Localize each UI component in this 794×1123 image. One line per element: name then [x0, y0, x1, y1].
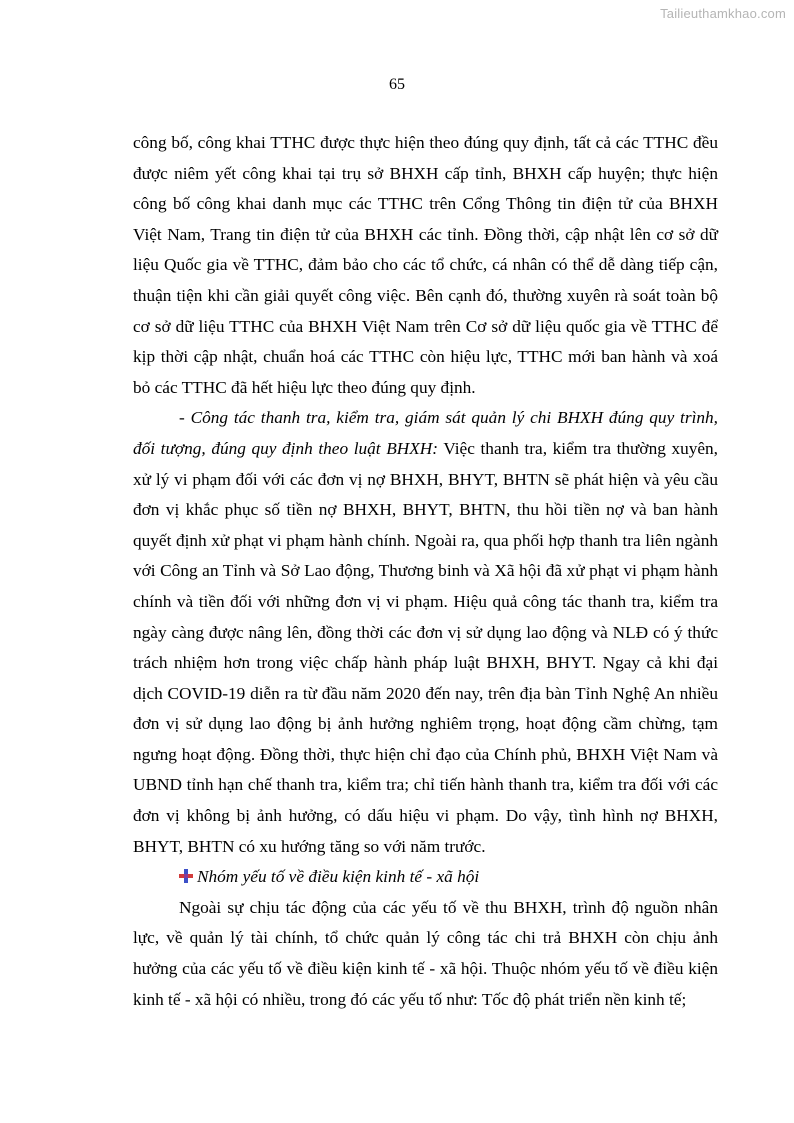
paragraph-2 — [133, 403, 718, 862]
section-heading: Nhóm yếu tố về điều kiện kinh tế - xã hội — [197, 867, 480, 887]
paragraph-2-lead: - Công tác thanh tra, kiểm tra, giám sát quản lý chi BHXH đúng quy trình, đối tượng, đúng quy định theo luật BHXH: — [133, 408, 718, 458]
plus-bullet-icon — [179, 869, 193, 883]
watermark: Tailieuthamkhao.com — [660, 6, 786, 21]
document-body — [133, 128, 718, 1015]
section-heading-line — [133, 862, 718, 893]
paragraph-3: Ngoài sự chịu tác động của các yếu tố về thu BHXH, trình độ nguồn nhân lực, về quản lý tài chính, tổ chức quản lý công tác chi trả BHXH còn chịu ảnh hưởng của các yếu tố về điều kiện kinh tế - xã hội. Thuộc nhóm yếu tố về điều kiện kinh tế - xã hội có nhiều, trong đó các yếu tố như: Tốc độ phát triển nền kinh tế; — [133, 897, 718, 1009]
page-number: 65 — [389, 76, 405, 93]
paragraph-2-body: Việc thanh tra, kiểm tra thường xuyên, xử lý vi phạm đối với các đơn vị nợ BHXH, BHYT, BHTN sẽ phát hiện và yêu cầu đơn vị khắc phục số tiền nợ BHXH, BHYT, BHTN, thu hồi tiền nợ và ban hành quyết định xử phạt vi phạm hành chính. Ngoài ra, qua phối hợp thanh tra liên ngành với Công an Tỉnh và Sở Lao động, Thương binh và Xã hội đã xử phạt vi phạm hành chính và tiền đối với những đơn vị vi phạm. Hiệu quả công tác thanh tra, kiểm tra ngày càng được nâng lên, đồng thời các đơn vị sử dụng lao động và NLĐ có ý thức trách nhiệm hơn trong việc chấp hành pháp luật BHXH, BHYT. Ngay cả khi đại dịch COVID-19 diễn ra từ đầu năm 2020 đến nay, trên địa bàn Tỉnh Nghệ An nhiều đơn vị sử dụng lao động bị ảnh hưởng nghiêm trọng, hoạt động cầm chừng, tạm ngưng hoạt động. Đồng thời, thực hiện chỉ đạo của Chính phủ, BHXH Việt Nam và UBND tỉnh hạn chế thanh tra, kiểm tra; chỉ tiến hành thanh tra, kiểm tra đối với các đơn vị không bị ảnh hưởng, có dấu hiệu vi phạm. Do vậy, tình hình nợ BHXH, BHYT, BHTN có xu hướng tăng so với năm trước. — [133, 438, 718, 856]
paragraph-1: công bố, công khai TTHC được thực hiện theo đúng quy định, tất cả các TTHC đều được niêm yết công khai tại trụ sở BHXH cấp tỉnh, BHXH cấp huyện; thực hiện công bố công khai danh mục các TTHC trên Cổng Thông tin điện tử của BHXH Việt Nam, Trang tin điện tử của BHXH các tỉnh. Đồng thời, cập nhật lên cơ sở dữ liệu Quốc gia về TTHC, đảm bảo cho các tổ chức, cá nhân có thể dễ dàng tiếp cận, thuận tiện khi cần giải quyết công việc. Bên cạnh đó, thường xuyên rà soát toàn bộ cơ sở dữ liệu TTHC của BHXH Việt Nam trên Cơ sở dữ liệu quốc gia về TTHC để kịp thời cập nhật, chuẩn hoá các TTHC còn hiệu lực, TTHC mới ban hành và xoá bỏ các TTHC đã hết hiệu lực theo đúng quy định. — [133, 133, 718, 397]
